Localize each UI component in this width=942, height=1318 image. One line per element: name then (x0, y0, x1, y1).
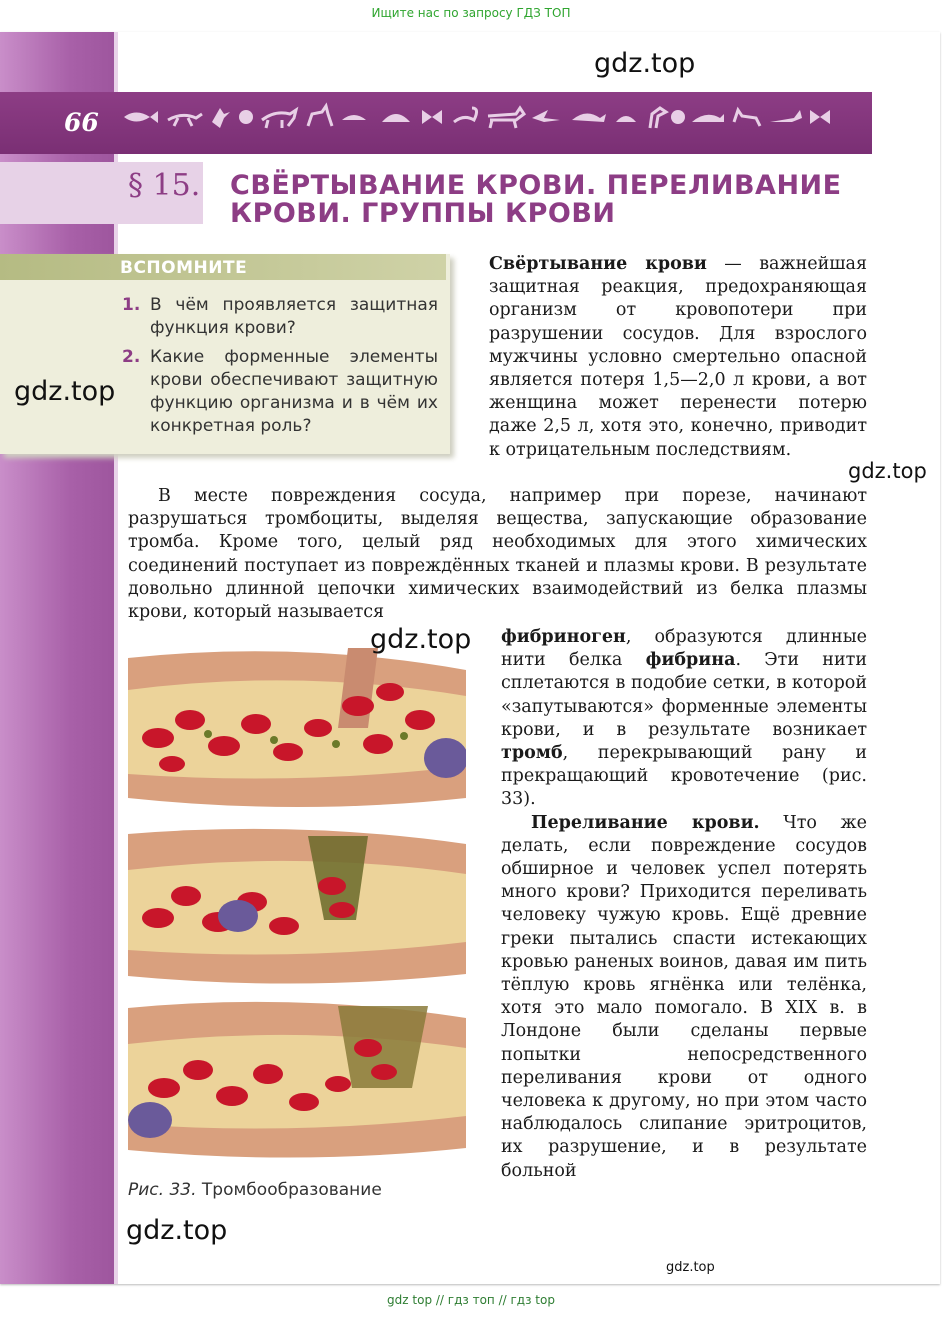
turtle-icon (382, 114, 410, 122)
bug-icon (239, 110, 253, 124)
recall-question-2 (122, 346, 438, 438)
term-fibrin: фибрина (645, 650, 736, 671)
bottom-links: gdz top // гдз топ // гдз top (387, 1293, 555, 1307)
dolphin-icon (572, 113, 606, 122)
watermark: gdz.top (126, 1215, 228, 1246)
page-number: 66 (64, 108, 99, 137)
paragraph-thrombus: В месте повреждения сосуда, например при порезе, начинают разрушаться тромбоциты, выделяя вещества, запускающие образование тромба. Кроме того, целый ряд необходимых для этого химических соединений поступает из повреждённых тканей и плазмы крови. В результате довольно длинной цепочки химических взаимодействий из белка плазмы крови, который называется (128, 486, 867, 623)
bottom-link[interactable]: гдз топ (447, 1293, 495, 1307)
mouse-icon (342, 115, 376, 124)
top-banner[interactable]: Ищите нас по запросу ГДЗ ТОП (371, 6, 571, 20)
bottom-link[interactable]: gdz top (387, 1293, 433, 1307)
recall-question-1 (122, 294, 438, 340)
intro-paragraph: Свёртывание крови — важнейшая защитная реакция, предохраняющая организм от кровопотери при разрушении сосудов. Для взрослого мужчины условно смертельно опасной является потеря 1,5—2,0 л крови, а вот женщина может перенести потерю даже 2,5 л, хотя это, конечно, приводит к отрицательным последствиям. (489, 254, 868, 460)
frog-icon (616, 116, 636, 122)
figure-vessel-stage-2 (128, 826, 466, 984)
question-text: Какие форменные элементы крови обеспечивают защитную функцию организма и в чём их конкретная роль? (150, 347, 438, 436)
deer-icon (308, 106, 332, 126)
animal-silhouettes-decoration (120, 100, 840, 134)
question-number: 2. (122, 347, 141, 367)
mammal-icon (262, 110, 296, 128)
boar-icon (692, 114, 724, 122)
term-fibrinogen: фибриноген (501, 627, 626, 647)
term-thrombus: тромб (501, 743, 563, 764)
bird-icon (212, 108, 230, 128)
moth-icon (810, 110, 830, 124)
fish-icon (124, 111, 158, 123)
dog-icon (770, 110, 802, 122)
watermark: gdz.top (666, 1260, 715, 1275)
lizard-icon (168, 114, 202, 126)
term-blood-transfusion: Переливание крови. (531, 812, 760, 833)
watermark: gdz.top (14, 376, 116, 407)
question-number: 1. (122, 295, 141, 315)
bird2-icon (532, 110, 560, 122)
term-blood-clotting: Свёртывание крови (489, 254, 707, 274)
figure-vessel-stage-3 (128, 998, 466, 1158)
cat-icon (734, 110, 760, 126)
figure-caption: Рис. 33. Тромбообразование (128, 1180, 382, 1200)
watermark: gdz.top (848, 459, 927, 483)
recall-heading: ВСПОМНИТЕ (120, 258, 248, 278)
beetle-icon (671, 110, 685, 124)
watermark: gdz.top (370, 624, 472, 655)
figure-vessel-stage-1 (128, 648, 466, 808)
section-title: СВЁРТЫВАНИЕ КРОВИ. ПЕРЕЛИВАНИЕ КРОВИ. ГРУППЫ КРОВИ (230, 170, 842, 229)
paragraph-right-column: фибриноген, образуются длинные нити белка фибрина. Эти нити сплетаются в подобие сетки, в которой «запутываются» форменные элементы крови, и в результате возникает тромб, перекрывающий рану и прекращающий кровотечение (рис. 33). Переливание крови. Что же делать, если повреждение сосудов обширное и человек успел потерять много крови? Приходится переливать человеку чужую кровь. Ещё древние греки пытались спасти истекающих кровью раненых воинов, давая им пить тёплую кровь ягнёнка или телёнка, хотя это мало помогало. В XIX в. в Лондоне были сделаны первые попытки непосредственного переливания крови от одного человека к другому, но при этом часто наблюдалось слипание эритроцитов, их разрушение, и в результате больной (501, 627, 867, 1181)
butterfly-icon (422, 110, 442, 124)
bottom-link[interactable]: гдз top (510, 1293, 555, 1307)
horse-icon (488, 108, 524, 128)
question-text: В чём проявляется защитная функция крови? (150, 295, 438, 338)
watermark: gdz.top (594, 48, 696, 79)
heron-icon (650, 108, 666, 128)
scorpion-icon (454, 108, 477, 122)
section-number: § 15. (128, 168, 201, 203)
